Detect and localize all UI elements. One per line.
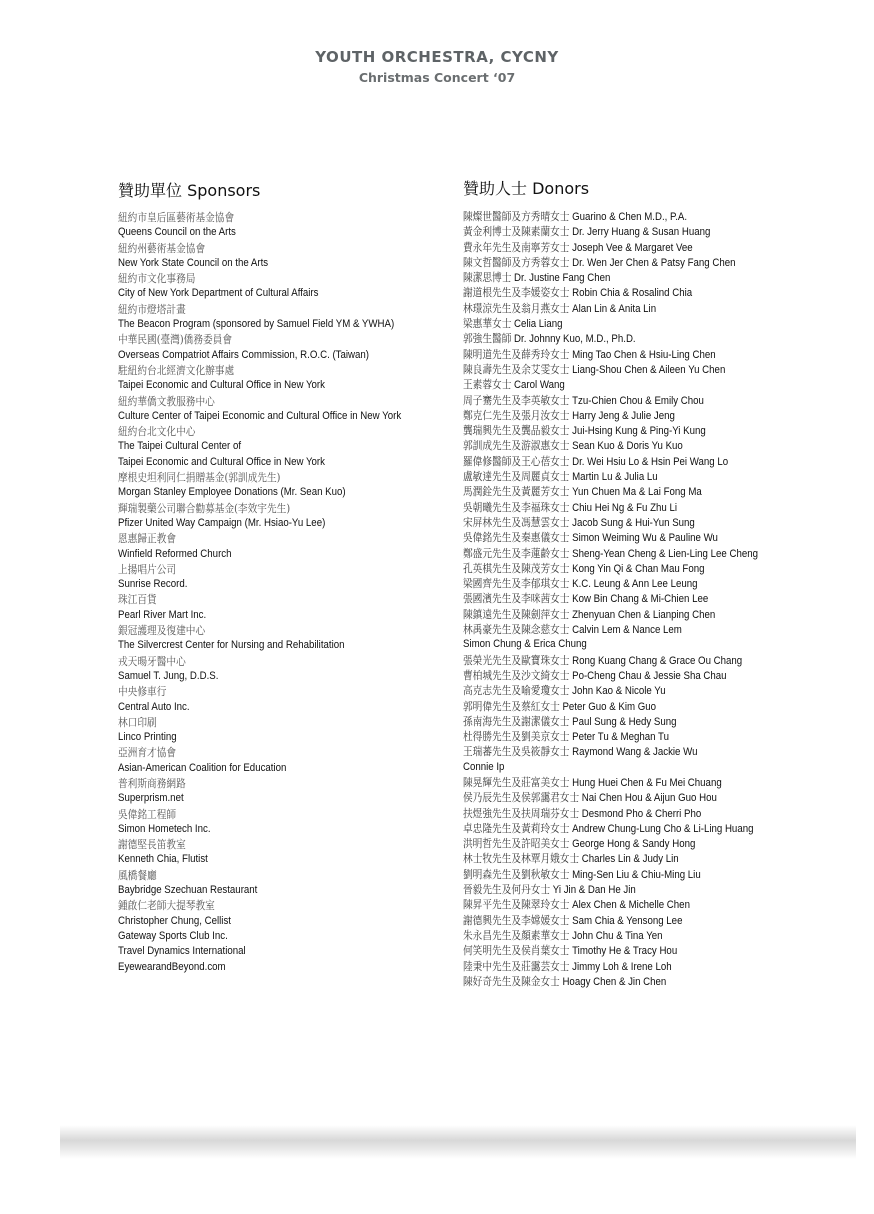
sponsor-line xyxy=(118,455,401,470)
donor-line xyxy=(463,301,758,316)
donor-chinese-name: 周子騫先生及李英敏女士 xyxy=(463,393,570,407)
donor-line xyxy=(463,500,758,515)
sponsor-english-name: Queens Council on the Arts xyxy=(118,226,236,239)
sponsor-chinese-name: 摩根史坦利同仁捐贈基金(郭訓成先生) xyxy=(118,471,281,485)
donor-chinese-name: 龔瑞興先生及龔品毅女士 xyxy=(463,424,570,438)
donor-line xyxy=(463,959,758,974)
donor-line xyxy=(463,882,758,897)
donor-chinese-name: 王瑞蕃先生及吳筱靜女士 xyxy=(463,745,570,759)
sponsor-english-name: Baybridge Szechuan Restaurant xyxy=(118,884,258,897)
sponsor-english-name: City of New York Department of Cultural Affairs xyxy=(118,287,319,300)
donor-chinese-name: 陳燦世醫師及方秀晴女士 xyxy=(463,210,570,223)
sponsor-english-name: Simon Hometech Inc. xyxy=(118,822,211,835)
sponsor-line xyxy=(118,332,401,347)
donor-english-name: Jui-Hsing Kung & Ping-Yi Kung xyxy=(572,425,706,438)
donor-chinese-name: 謝道根先生及李媛姿女士 xyxy=(463,286,570,300)
donor-line xyxy=(463,821,758,836)
sponsor-chinese-name: 紐約台北文化中心 xyxy=(118,425,196,439)
donor-chinese-name: 王素蓉女士 xyxy=(463,378,512,392)
sponsor-line xyxy=(118,929,401,944)
donor-english-name: Guarino & Chen M.D., P.A. xyxy=(572,211,688,223)
donor-chinese-name: 梁惠華女士 xyxy=(463,317,512,331)
donor-chinese-name: 孔英棋先生及陳茂芳女士 xyxy=(463,561,570,575)
sponsor-english-name: Winfield Reformed Church xyxy=(118,547,232,560)
donor-chinese-name: 高克志先生及喻愛瓊女士 xyxy=(463,684,570,698)
donor-english-name: Hung Huei Chen & Fu Mei Chuang xyxy=(572,776,722,789)
sponsor-chinese-name: 恩惠歸正教會 xyxy=(118,532,177,546)
donor-english-name: Peter Tu & Meghan Tu xyxy=(572,731,669,744)
sponsor-line xyxy=(118,378,401,393)
donor-line xyxy=(463,546,758,561)
donor-english-name: Timothy He & Tracy Hou xyxy=(572,945,678,958)
donor-english-name: Charles Lin & Judy Lin xyxy=(581,853,679,866)
donor-line xyxy=(463,775,758,790)
sponsor-line xyxy=(118,883,401,898)
donor-line xyxy=(463,423,758,438)
donor-line xyxy=(463,851,758,866)
sponsor-line xyxy=(118,715,401,730)
donor-english-name: Desmond Pho & Cherri Pho xyxy=(581,807,702,820)
sponsor-line xyxy=(118,547,401,562)
donor-english-name: Dr. Justine Fang Chen xyxy=(514,272,611,285)
donor-line xyxy=(463,668,758,683)
donor-english-name: Sheng-Yean Cheng & Lien-Ling Lee Cheng xyxy=(572,547,758,560)
donor-line xyxy=(463,683,758,698)
donor-line xyxy=(463,469,758,484)
donor-chinese-name: 郭訓成先生及游淑惠女士 xyxy=(463,439,570,453)
sponsor-line xyxy=(118,684,401,699)
donor-english-name: Ming Tao Chen & Hsiu-Ling Chen xyxy=(572,348,716,361)
sponsor-chinese-name: 紐約市文化事務局 xyxy=(118,272,196,286)
sponsor-english-name: Morgan Stanley Employee Donations (Mr. Sean Kuo) xyxy=(118,486,346,499)
donor-english-name: Connie Ip xyxy=(463,760,505,773)
donor-chinese-name: 郭明偉先生及蔡紅女士 xyxy=(463,699,560,713)
sponsor-line xyxy=(118,562,401,577)
sponsor-line xyxy=(118,623,401,638)
donor-line xyxy=(463,255,758,270)
sponsor-english-name: Overseas Compatriot Affairs Commission, R.O.C. (Taiwan) xyxy=(118,348,370,361)
sponsor-chinese-name: 中央修車行 xyxy=(118,685,167,699)
sponsor-line xyxy=(118,256,401,271)
sponsor-english-name: The Silvercrest Center for Nursing and Rehabilitation xyxy=(118,639,345,652)
donor-chinese-name: 晉毅先生及何丹女士 xyxy=(463,883,551,897)
sponsor-chinese-name: 亞洲育才協會 xyxy=(118,746,177,760)
donor-english-name: Liang-Shou Chen & Aileen Yu Chen xyxy=(572,363,726,376)
donor-english-name: Hoagy Chen & Jin Chen xyxy=(562,975,667,988)
donor-chinese-name: 陳鎮遠先生及陳劍萍女士 xyxy=(463,607,570,621)
sponsor-english-name: Asian-American Coalition for Education xyxy=(118,761,287,774)
page-title: YOUTH ORCHESTRA, CYCNY xyxy=(315,48,559,66)
sponsor-english-name: Taipei Economic and Cultural Office in New York xyxy=(118,455,325,468)
donor-english-name: Joseph Vee & Margaret Vee xyxy=(572,241,693,254)
sponsor-line xyxy=(118,761,401,776)
donor-chinese-name: 謝德興先生及李嫦媛女士 xyxy=(463,913,570,927)
sponsor-chinese-name: 吳偉銘工程師 xyxy=(118,807,177,821)
donor-chinese-name: 張榮光先生及歐寶珠女士 xyxy=(463,653,570,667)
donor-english-name: Jimmy Loh & Irene Loh xyxy=(572,960,672,973)
donor-line xyxy=(463,561,758,576)
sponsor-chinese-name: 珠江百貨 xyxy=(118,593,157,607)
sponsor-line xyxy=(118,241,401,256)
sponsor-chinese-name: 風橋餐廳 xyxy=(118,868,157,882)
sponsor-english-name: Central Auto Inc. xyxy=(118,700,190,713)
sponsor-english-name: The Taipei Cultural Center of xyxy=(118,440,242,453)
donor-chinese-name: 陳晃輝先生及莊富美女士 xyxy=(463,775,570,789)
donor-chinese-name: 陳良壽先生及余艾雯女士 xyxy=(463,362,570,376)
donor-line xyxy=(463,362,758,377)
donor-chinese-name: 朱永昌先生及顏素華女士 xyxy=(463,928,570,942)
sponsor-chinese-name: 紐約華僑文教服務中心 xyxy=(118,394,215,408)
donor-line xyxy=(463,760,758,775)
donor-line xyxy=(463,270,758,285)
donor-english-name: Celia Liang xyxy=(514,318,563,331)
sponsor-line xyxy=(118,776,401,791)
donor-chinese-name: 洪明哲先生及許昭美女士 xyxy=(463,837,570,851)
donor-english-name: K.C. Leung & Ann Lee Leung xyxy=(572,578,698,591)
donor-chinese-name: 林禹豪先生及陳念慈女士 xyxy=(463,623,570,637)
donor-english-name: Sam Chia & Yensong Lee xyxy=(572,914,683,927)
sponsor-english-name: Gateway Sports Club Inc. xyxy=(118,929,228,942)
sponsor-line xyxy=(118,700,401,715)
donor-chinese-name: 吳朝曦先生及李福珠女士 xyxy=(463,500,570,514)
donor-chinese-name: 曹柏城先生及沙文綺女士 xyxy=(463,668,570,682)
donor-english-name: Paul Sung & Hedy Sung xyxy=(572,715,677,728)
donor-line xyxy=(463,454,758,469)
sponsor-line xyxy=(118,302,401,317)
donor-chinese-name: 何笑明先生及侯肖葉女士 xyxy=(463,944,570,958)
sponsor-line xyxy=(118,898,401,913)
donor-chinese-name: 陳明道先生及薛秀玲女士 xyxy=(463,347,570,361)
donor-english-name: Po-Cheng Chau & Jessie Sha Chau xyxy=(572,669,727,682)
donor-chinese-name: 郭強生醫師 xyxy=(463,332,512,346)
sponsor-line xyxy=(118,363,401,378)
donor-line xyxy=(463,515,758,530)
donor-english-name: Raymond Wang & Jackie Wu xyxy=(572,746,698,759)
sponsor-line xyxy=(118,608,401,623)
donor-line xyxy=(463,484,758,499)
donor-english-name: Peter Guo & Kim Guo xyxy=(562,700,657,713)
donor-chinese-name: 陳文哲醫師及方秀蓉女士 xyxy=(463,255,570,269)
sponsor-line xyxy=(118,745,401,760)
donor-english-name: Martin Lu & Julia Lu xyxy=(572,471,658,484)
donor-line xyxy=(463,714,758,729)
donor-chinese-name: 吳偉銘先生及秦惠儀女士 xyxy=(463,531,570,545)
donors-heading: 贊助人士 Donors xyxy=(463,179,590,198)
donor-line xyxy=(463,867,758,882)
donor-english-name: John Kao & Nicole Yu xyxy=(572,685,666,698)
sponsor-line xyxy=(118,286,401,301)
donor-line xyxy=(463,240,758,255)
donor-english-name: Yi Jin & Dan He Jin xyxy=(552,884,636,897)
sponsor-english-name: The Beacon Program (sponsored by Samuel Field YM & YWHA) xyxy=(118,318,395,331)
sponsor-line xyxy=(118,791,401,806)
sponsor-line xyxy=(118,531,401,546)
donor-chinese-name: 扶煜強先生及扶周瑞芬女士 xyxy=(463,806,580,820)
page-subtitle: Christmas Concert ‘07 xyxy=(358,70,516,85)
donor-english-name: Alan Lin & Anita Lin xyxy=(572,302,657,315)
sponsor-line xyxy=(118,424,401,439)
donor-english-name: Yun Chuen Ma & Lai Fong Ma xyxy=(572,486,702,499)
donor-chinese-name: 鄭克仁先生及張月汝女士 xyxy=(463,408,570,422)
sponsor-chinese-name: 紐約州藝術基金協會 xyxy=(118,241,206,255)
sponsor-line xyxy=(118,501,401,516)
donor-chinese-name: 陸秉中先生及莊靄芸女士 xyxy=(463,959,570,973)
sponsor-chinese-name: 中華民國(臺灣)僑務委員會 xyxy=(118,333,233,347)
donor-english-name: Dr. Wei Hsiu Lo & Hsin Pei Wang Lo xyxy=(572,455,729,468)
sponsor-line xyxy=(118,592,401,607)
donor-chinese-name: 梁國齊先生及李郁琪女士 xyxy=(463,577,570,591)
sponsor-line xyxy=(118,944,401,959)
donor-line xyxy=(463,285,758,300)
donor-line xyxy=(463,347,758,362)
donor-english-name: Kong Yin Qi & Chan Mau Fong xyxy=(572,562,705,575)
sponsor-chinese-name: 紐約市燈塔計畫 xyxy=(118,302,186,316)
sponsor-line xyxy=(118,822,401,837)
sponsor-line xyxy=(118,654,401,669)
donor-english-name: Sean Kuo & Doris Yu Kuo xyxy=(572,440,683,453)
sponsor-chinese-name: 紐約市皇后區藝術基金協會 xyxy=(118,211,235,224)
sponsor-line xyxy=(118,394,401,409)
donor-line xyxy=(463,790,758,805)
donor-english-name: Alex Chen & Michelle Chen xyxy=(572,899,690,912)
donor-english-name: Harry Jeng & Julie Jeng xyxy=(572,409,675,422)
donor-chinese-name: 杜得勝先生及劉美京女士 xyxy=(463,730,570,744)
sponsor-line xyxy=(118,317,401,332)
sponsor-line xyxy=(118,470,401,485)
donor-line xyxy=(463,316,758,331)
donor-line xyxy=(463,729,758,744)
sponsor-english-name: Superprism.net xyxy=(118,792,184,805)
sponsor-english-name: Taipei Economic and Cultural Office in New York xyxy=(118,379,325,392)
donor-english-name: Andrew Chung-Lung Cho & Li-Ling Huang xyxy=(572,822,754,835)
donor-english-name: Tzu-Chien Chou & Emily Chou xyxy=(572,394,704,407)
donor-english-name: Chiu Hei Ng & Fu Zhu Li xyxy=(572,501,678,514)
donor-line xyxy=(463,913,758,928)
donor-english-name: John Chu & Tina Yen xyxy=(572,929,663,942)
donor-english-name: Simon Weiming Wu & Pauline Wu xyxy=(572,532,718,545)
donor-english-name: Rong Kuang Chang & Grace Ou Chang xyxy=(572,654,743,667)
donor-chinese-name: 黃金利博士及陳素蘭女士 xyxy=(463,225,570,239)
donor-line xyxy=(463,331,758,346)
donor-chinese-name: 劉明森先生及劉秋敏女士 xyxy=(463,867,570,881)
donor-chinese-name: 宋屏林先生及馮慧雲女士 xyxy=(463,515,570,529)
sponsor-line xyxy=(118,485,401,500)
sponsor-line xyxy=(118,960,401,975)
donor-chinese-name: 張國濱先生及李咪茜女士 xyxy=(463,592,570,606)
donor-chinese-name: 孫南海先生及謝潔儀女士 xyxy=(463,714,570,728)
donor-english-name: Nai Chen Hou & Aijun Guo Hou xyxy=(581,792,717,805)
sponsor-chinese-name: 鍾啟仁老師大提琴教室 xyxy=(118,899,215,913)
page-bottom-edge xyxy=(60,1125,856,1159)
donor-line xyxy=(463,438,758,453)
donor-line xyxy=(463,622,758,637)
donor-chinese-name: 羅偉修醫師及王心蓓女士 xyxy=(463,454,570,468)
donor-chinese-name: 侯乃辰先生及侯郭靄君女士 xyxy=(463,791,580,805)
donor-line xyxy=(463,653,758,668)
donor-line xyxy=(463,744,758,759)
donor-line xyxy=(463,897,758,912)
sponsor-line xyxy=(118,577,401,592)
donor-line xyxy=(463,530,758,545)
donor-line xyxy=(463,209,758,224)
donor-chinese-name: 鄭盛元先生及李蓮齡女士 xyxy=(463,546,570,560)
sponsor-english-name: Pfizer United Way Campaign (Mr. Hsiao-Yu Lee) xyxy=(118,516,326,529)
sponsor-line xyxy=(118,807,401,822)
sponsor-chinese-name: 戎天暘牙醫中心 xyxy=(118,654,186,668)
donor-line xyxy=(463,591,758,606)
sponsor-chinese-name: 駐紐約台北經濟文化辦事處 xyxy=(118,363,235,377)
sponsor-line xyxy=(118,837,401,852)
donor-english-name: Kow Bin Chang & Mi-Chien Lee xyxy=(572,593,709,606)
sponsor-line xyxy=(118,225,401,240)
donor-english-name: Dr. Jerry Huang & Susan Huang xyxy=(572,226,711,239)
donor-line xyxy=(463,836,758,851)
sponsor-chinese-name: 普利斯商務網路 xyxy=(118,776,186,790)
sponsor-line xyxy=(118,730,401,745)
sponsor-english-name: Sunrise Record. xyxy=(118,578,188,591)
sponsor-line xyxy=(118,271,401,286)
donor-line xyxy=(463,377,758,392)
donor-line xyxy=(463,974,758,989)
sponsor-line xyxy=(118,516,401,531)
sponsor-line xyxy=(118,348,401,363)
sponsor-chinese-name: 謝德堅長笛教室 xyxy=(118,838,186,852)
sponsor-english-name: EyewearandBeyond.com xyxy=(118,960,226,973)
donor-chinese-name: 盧敏達先生及周麗貞女士 xyxy=(463,470,570,484)
sponsor-chinese-name: 銀冠護理及復建中心 xyxy=(118,624,206,638)
donor-line xyxy=(463,408,758,423)
sponsor-english-name: Kenneth Chia, Flutist xyxy=(118,853,208,866)
sponsor-line xyxy=(118,210,401,225)
donor-line xyxy=(463,806,758,821)
donor-english-name: Dr. Johnny Kuo, M.D., Ph.D. xyxy=(514,333,636,346)
donors-list xyxy=(463,209,758,989)
donor-chinese-name: 陳好奇先生及陳金女士 xyxy=(463,974,560,988)
donor-line xyxy=(463,943,758,958)
sponsors-heading: 贊助單位 Sponsors xyxy=(118,181,261,200)
sponsors-list xyxy=(118,210,401,975)
donor-chinese-name: 陳昇平先生及陳翠玲女士 xyxy=(463,898,570,912)
donor-chinese-name: 費永年先生及南寧芳女士 xyxy=(463,240,570,254)
donor-english-name: Carol Wang xyxy=(514,379,565,392)
sponsor-english-name: Linco Printing xyxy=(118,731,177,744)
donor-chinese-name: 林璟涼先生及翁月燕女士 xyxy=(463,301,570,315)
donor-english-name: Zhenyuan Chen & Lianping Chen xyxy=(572,608,716,621)
donor-line xyxy=(463,393,758,408)
sponsor-english-name: Pearl River Mart Inc. xyxy=(118,608,207,621)
donor-line xyxy=(463,224,758,239)
sponsor-english-name: Christopher Chung, Cellist xyxy=(118,914,231,927)
donor-english-name: Calvin Lem & Nance Lem xyxy=(572,624,682,637)
donor-english-name: Jacob Sung & Hui-Yun Sung xyxy=(572,516,695,529)
donor-english-name: Dr. Wen Jer Chen & Patsy Fang Chen xyxy=(572,256,736,269)
sponsor-english-name: Travel Dynamics International xyxy=(118,945,246,958)
sponsor-chinese-name: 上揚唱片公司 xyxy=(118,562,177,576)
sponsor-line xyxy=(118,868,401,883)
donor-chinese-name: 卓忠隆先生及黃莉玲女士 xyxy=(463,821,570,835)
sponsor-english-name: Samuel T. Jung, D.D.S. xyxy=(118,669,219,682)
donor-line xyxy=(463,699,758,714)
sponsor-english-name: Culture Center of Taipei Economic and Cultural Office in New York xyxy=(118,409,402,422)
donor-line xyxy=(463,928,758,943)
donor-chinese-name: 陳潔思博士 xyxy=(463,271,512,285)
donor-english-name: Simon Chung & Erica Chung xyxy=(463,638,587,651)
donor-english-name: Ming-Sen Liu & Chiu-Ming Liu xyxy=(572,868,701,881)
sponsor-chinese-name: 輝瑞製藥公司聯合勸募基金(李效宇先生) xyxy=(118,501,291,515)
sponsor-english-name: New York State Council on the Arts xyxy=(118,256,269,269)
donor-line xyxy=(463,607,758,622)
sponsor-chinese-name: 林口印刷 xyxy=(118,715,157,729)
page-header xyxy=(0,48,874,85)
sponsor-line xyxy=(118,669,401,684)
donor-chinese-name: 馬潤銓先生及黃麗芳女士 xyxy=(463,485,570,499)
sponsor-line xyxy=(118,439,401,454)
sponsor-line xyxy=(118,409,401,424)
donor-line xyxy=(463,637,758,652)
sponsor-line xyxy=(118,852,401,867)
sponsor-line xyxy=(118,638,401,653)
donor-chinese-name: 林士牧先生及林覃月娥女士 xyxy=(463,852,580,866)
donor-line xyxy=(463,576,758,591)
sponsor-line xyxy=(118,914,401,929)
donor-english-name: Robin Chia & Rosalind Chia xyxy=(572,287,693,300)
donor-english-name: George Hong & Sandy Hong xyxy=(572,838,696,851)
